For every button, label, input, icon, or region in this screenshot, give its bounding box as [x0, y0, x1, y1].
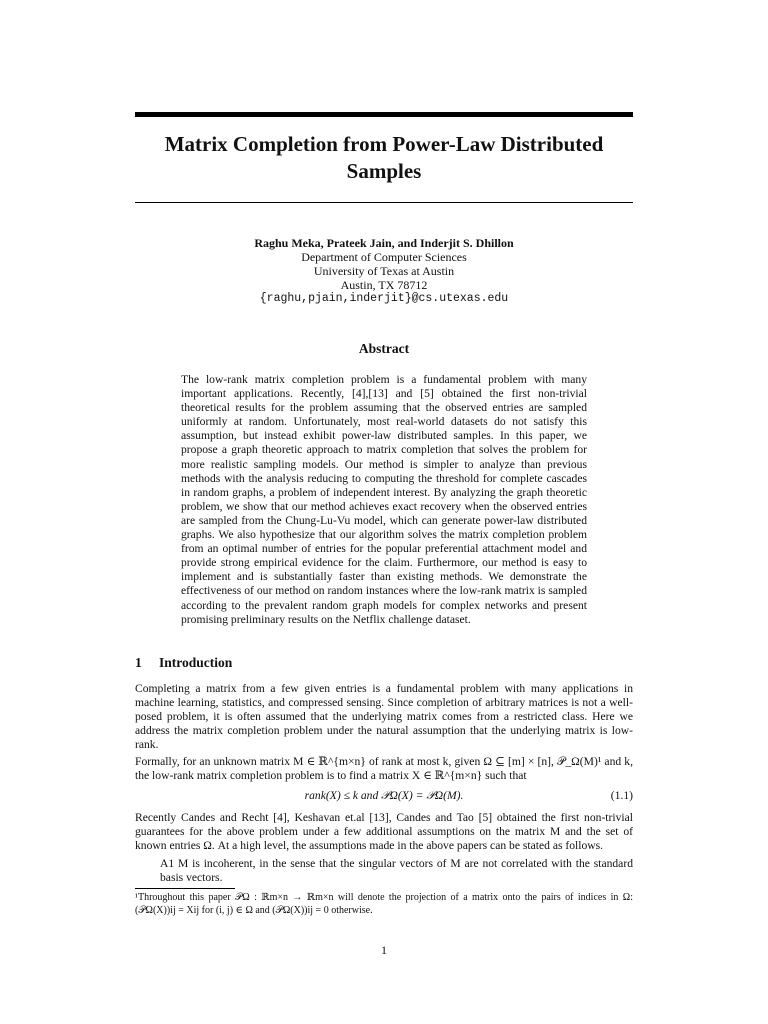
affiliation-address: Austin, TX 78712: [340, 278, 428, 292]
abstract-text: The low-rank matrix completion problem is a fundamental problem with many important applications. Recently, [4],[13] and [5] obtained the first non-trivial theoretical results for the problem assuming that the observed entries are sampled uniformly at random. Unfortunately, most real-world datasets do not satisfy this assumption, but instead exhibit power-law distributed samples. In this paper, we propose a graph theoretic approach to matrix completion that solves the problem for more realistic sampling models. Our method is simpler to analyze than previous methods with the analysis reducing to computing the threshold for complete cascades in random graphs, a problem of independent interest. By analyzing the graph theoretic problem, we show that our method achieves exact recovery when the observed entries are sampled from the Chung-Lu-Vu model, which can generate power-law distributed graphs. We also hypothesize that our algorithm solves the matrix completion problem from an optimal number of entries for the popular preferential attachment model and provide strong empirical evidence for the claim. Furthermore, our method is easy to implement and is substantially faster than existing methods. We demonstrate the effectiveness of our method on random instances where the low-rank matrix is sampled according to the prevalent random graph models for complex networks and present promising preliminary results on the Netflix challenge dataset.: [181, 373, 587, 626]
author-email: {raghu,pjain,inderjit}@cs.utexas.edu: [259, 292, 509, 305]
section-heading: [135, 655, 232, 671]
title-top-rule: [135, 112, 633, 117]
equation-number: (1.1): [610, 789, 633, 802]
author-names: Raghu Meka, Prateek Jain, and Inderjit S. Dhillon: [254, 236, 514, 250]
footnote-1: ¹Throughout this paper 𝒫Ω : ℝm×n → ℝm×n will denote the projection of a matrix onto the pairs of indices in Ω: (𝒫Ω(X))ij = Xij for (i, j) ∈ Ω and (𝒫Ω(X))ij = 0 otherwise.: [135, 892, 633, 916]
footnote-rule: [135, 888, 235, 889]
equation-1-1: [135, 789, 633, 805]
paper-title: Matrix Completion from Power-Law Distributed Samples: [164, 132, 604, 183]
abstract-heading: Abstract: [358, 341, 410, 356]
intro-paragraph-3: Recently Candes and Recht [4], Keshavan et.al [13], Candes and Tao [5] obtained the first non-trivial guarantees for the above problem under a few additional assumptions on the matrix M and the set of known entries Ω. At a high level, the assumptions made in the above papers can be stated as follows.: [135, 811, 633, 852]
affiliation-university: University of Texas at Austin: [313, 264, 455, 278]
equation-formula: rank(X) ≤ k and 𝒫Ω(X) = 𝒫Ω(M).: [304, 789, 464, 802]
section-number: 1: [135, 655, 142, 670]
intro-paragraph-2: Formally, for an unknown matrix M ∈ ℝ^{m×n} of rank at most k, given Ω ⊆ [m] × [n], 𝒫_Ω(M)¹ and k, the low-rank matrix completion problem is to find a matrix X ∈ ℝ^{m×n} such that: [135, 755, 633, 782]
page-number: 1: [381, 943, 387, 957]
title-bottom-rule: [135, 202, 633, 203]
affiliation-department: Department of Computer Sciences: [301, 250, 467, 264]
section-title: Introduction: [159, 655, 233, 670]
intro-paragraph-1: Completing a matrix from a few given entries is a fundamental problem with many applications in machine learning, statistics, and compressed sensing. Since completion of arbitrary matrices is not a well-posed problem, it is often assumed that the underlying matrix comes from a restricted class. Here we address the matrix completion problem under the natural assumption that the underlying matrix is low-rank.: [135, 682, 633, 751]
assumption-a1: A1 M is incoherent, in the sense that the singular vectors of M are not correlated with the standard basis vectors.: [160, 857, 633, 884]
author-block: [135, 236, 633, 306]
